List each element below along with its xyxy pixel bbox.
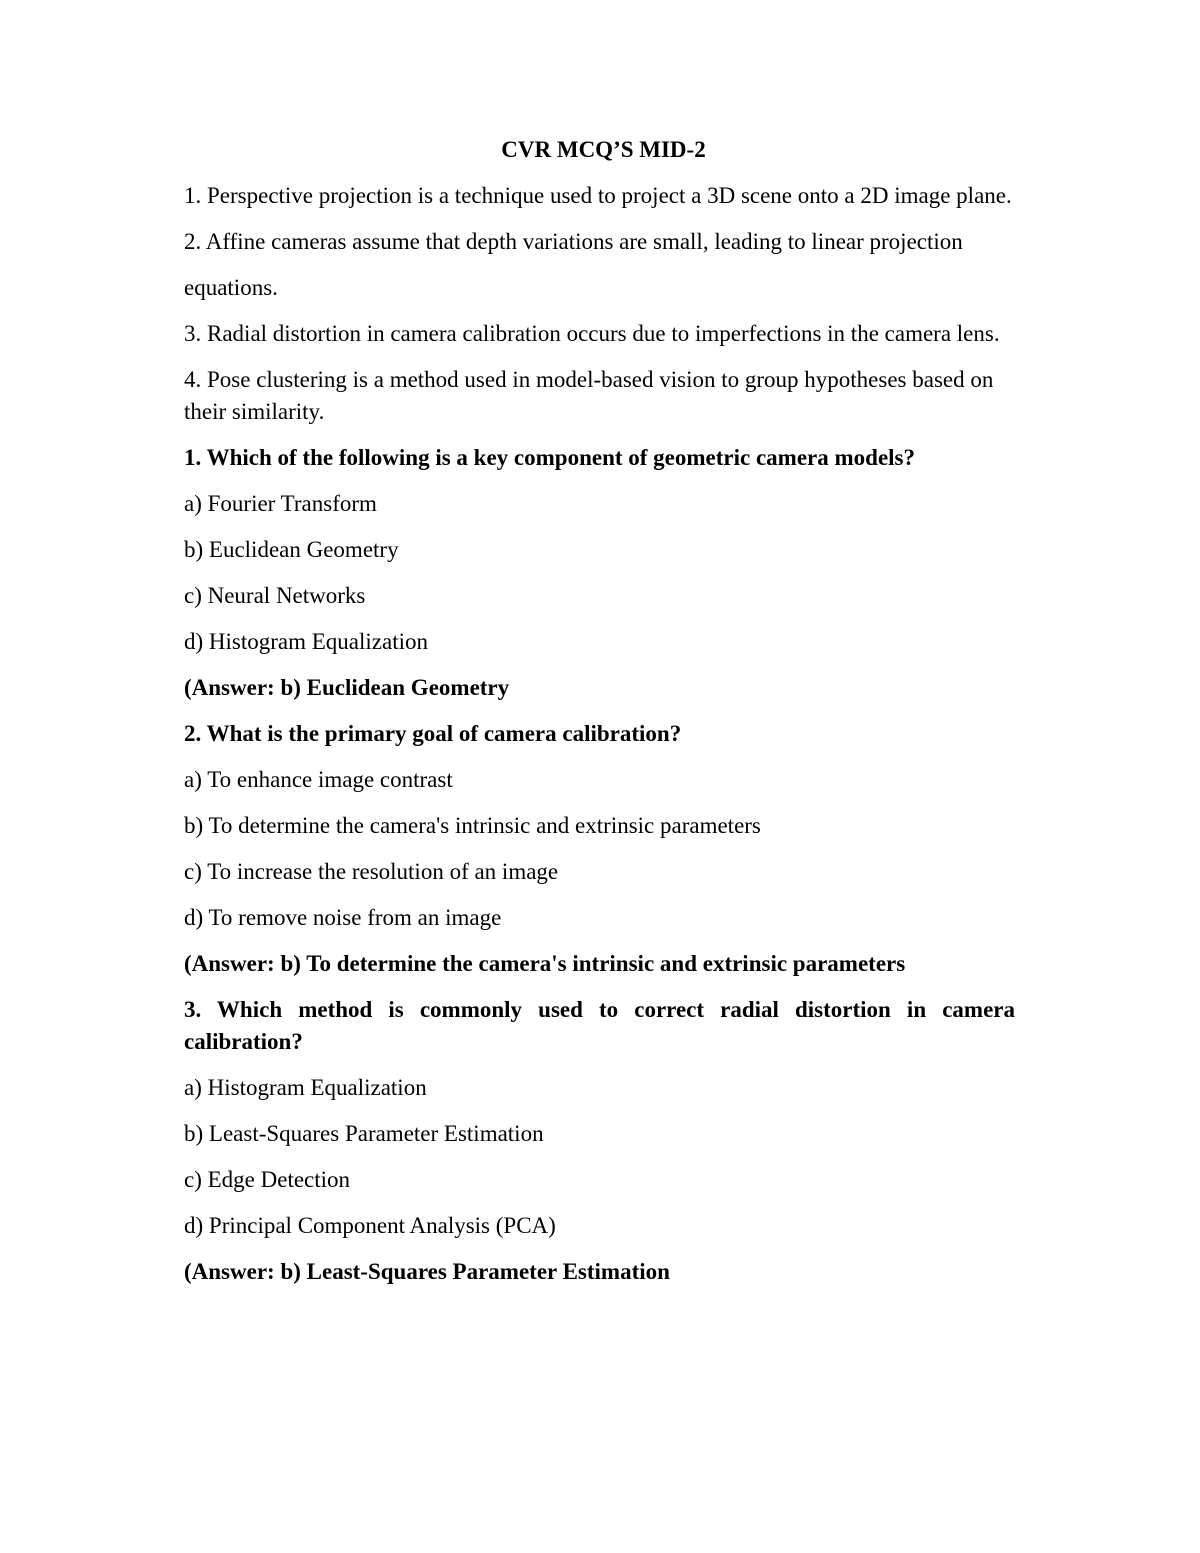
statement-4: 4. Pose clustering is a method used in model-based vision to group hypotheses based on their similarity. bbox=[184, 367, 994, 424]
question-2: 2. What is the primary goal of camera calibration? bbox=[184, 721, 682, 746]
document-body bbox=[184, 134, 1015, 1302]
question-2-option-d: d) To remove noise from an image bbox=[184, 905, 502, 930]
statement-2-continuation: equations. bbox=[184, 275, 278, 300]
question-3-option-a: a) Histogram Equalization bbox=[184, 1075, 427, 1100]
document-title: CVR MCQ’S MID-2 bbox=[501, 137, 706, 162]
question-3-option-d: d) Principal Component Analysis (PCA) bbox=[184, 1213, 556, 1238]
question-2-option-c: c) To increase the resolution of an image bbox=[184, 859, 559, 884]
statement-3: 3. Radial distortion in camera calibration occurs due to imperfections in the camera lens. bbox=[184, 321, 1000, 346]
statement-2: 2. Affine cameras assume that depth variations are small, leading to linear projection bbox=[184, 229, 963, 254]
question-2-answer: (Answer: b) To determine the camera's intrinsic and extrinsic parameters bbox=[184, 951, 906, 976]
question-3-option-b: b) Least-Squares Parameter Estimation bbox=[184, 1121, 544, 1146]
question-3-option-c: c) Edge Detection bbox=[184, 1167, 351, 1192]
question-3: 3. Which method is commonly used to correct radial distortion in camera calibration? bbox=[184, 997, 1015, 1054]
question-2-option-b: b) To determine the camera's intrinsic and extrinsic parameters bbox=[184, 813, 761, 838]
question-1: 1. Which of the following is a key component of geometric camera models? bbox=[184, 445, 916, 470]
question-1-option-c: c) Neural Networks bbox=[184, 583, 366, 608]
question-3-answer: (Answer: b) Least-Squares Parameter Estimation bbox=[184, 1259, 670, 1284]
question-1-option-b: b) Euclidean Geometry bbox=[184, 537, 399, 562]
question-2-option-a: a) To enhance image contrast bbox=[184, 767, 453, 792]
statement-1: 1. Perspective projection is a technique used to project a 3D scene onto a 2D image plane. bbox=[184, 183, 1012, 208]
question-1-option-d: d) Histogram Equalization bbox=[184, 629, 428, 654]
question-1-option-a: a) Fourier Transform bbox=[184, 491, 377, 516]
question-1-answer: (Answer: b) Euclidean Geometry bbox=[184, 675, 510, 700]
